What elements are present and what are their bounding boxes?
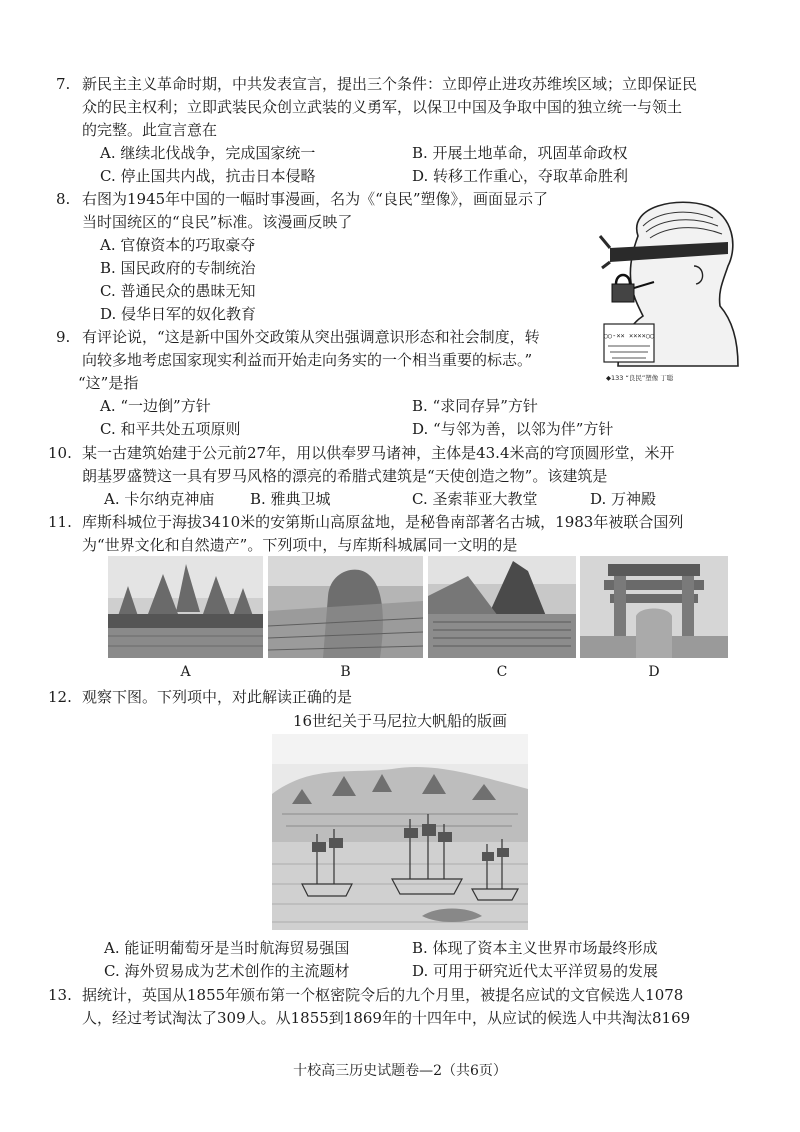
q9-option-c: C. 和平共处五项原则 [100, 420, 241, 438]
q9-stem-line: “这”是指 [78, 374, 139, 392]
option-c-machu-picchu-photo [428, 556, 576, 658]
option-b-label: B [340, 664, 351, 680]
q12-option-c: C. 海外贸易成为艺术创作的主流题材 [104, 962, 350, 980]
q7-stem-line: 新民主主义革命时期，中共发表宣言，提出三个条件：立即停止进攻苏维埃区域；立即保证民 [82, 75, 698, 93]
q9-stem-line: 向较多地考虑国家现实利益而开始走向务实的一个相当重要的标志。” [82, 351, 533, 369]
q8-option-d: D. 侵华日军的奴化教育 [100, 305, 257, 323]
q11-number: 11. [48, 513, 72, 531]
q7-number: 7. [56, 75, 71, 93]
cartoon-chart-text: ○○-×× ××××○○ [603, 332, 655, 340]
q7-stem-line: 众的民主权利；立即武装民众创立武装的义勇军，以保卫中国及争取中国的独立统一与领土 [82, 98, 683, 116]
q12-option-a: A. 能证明葡萄牙是当时航海贸易强国 [104, 939, 350, 957]
q13-number: 13. [48, 986, 72, 1004]
q7-option-d: D. 转移工作重心，夺取革命胜利 [412, 167, 629, 185]
q11-stem-line: 为“世界文化和自然遗产”。下列项中，与库斯科城属同一文明的是 [82, 536, 518, 554]
option-b-ruins-photo [268, 556, 423, 658]
q9-option-b: B. “求同存异”方针 [412, 397, 538, 415]
q11-stem-line: 库斯科城位于海拔3410米的安第斯山高原盆地，是秘鲁南部著名古城，1983年被联合国列 [82, 513, 684, 531]
liangmin-statue-cartoon [598, 196, 748, 386]
q7-stem-line: 的完整。此宣言意在 [82, 121, 218, 139]
q8-stem-line: 右图为1945年中国的一幅时事漫画，名为《“良民”塑像》，画面显示了 [82, 190, 549, 208]
q9-number: 9. [56, 328, 71, 346]
q8-option-b: B. 国民政府的专制统治 [100, 259, 256, 277]
q7-option-b: B. 开展土地革命，巩固革命政权 [412, 144, 628, 162]
q10-stem-line: 某一古建筑始建于公元前27年，用以供奉罗马诸神，主体是43.4米高的穹顶圆形堂，米开 [82, 444, 675, 462]
manila-galleon-engraving [272, 734, 528, 930]
q10-stem [82, 442, 742, 488]
q10-option-d: D. 万神殿 [590, 490, 657, 508]
q10-number: 10. [48, 444, 72, 462]
option-a-label: A [180, 664, 191, 680]
q9-option-d: D. “与邻为善，以邻为伴”方针 [412, 420, 614, 438]
q9-option-a: A. “一边倒”方针 [100, 397, 211, 415]
q12-option-b: B. 体现了资本主义世界市场最终形成 [412, 939, 658, 957]
q8-option-a: A. 官僚资本的巧取豪夺 [100, 236, 256, 254]
q8-stem-line: 当时国统区的“良民”标准。该漫画反映了 [82, 213, 353, 231]
q13-stem-line: 据统计，英国从1855年颁布第一个枢密院令后的九个月里，被提名应试的文官候选人1078 [82, 986, 684, 1004]
option-c-label: C [496, 664, 508, 680]
q8-number: 8. [56, 190, 71, 208]
q10-stem-line: 朗基罗盛赞这一具有罗马风格的漂亮的希腊式建筑是“天使创造之物”。该建筑是 [82, 467, 608, 485]
q13-stem [82, 984, 742, 1030]
q7-option-c: C. 停止国共内战，抗击日本侵略 [100, 167, 316, 185]
q12-number: 12. [48, 688, 72, 706]
q9-stem [82, 326, 602, 372]
q12-stem [82, 686, 742, 709]
option-a-temple-photo [108, 556, 263, 658]
q12-stem-line: 观察下图。下列项中，对此解读正确的是 [82, 688, 353, 706]
q7-option-a: A. 继续北伐战争，完成国家统一 [100, 144, 316, 162]
q11-stem [82, 511, 742, 557]
page-footer: 十校高三历史试题卷—2（共6页） [293, 1063, 507, 1079]
q8-option-c: C. 普通民众的愚昧无知 [100, 282, 256, 300]
q12-option-d: D. 可用于研究近代太平洋贸易的发展 [412, 962, 659, 980]
q12-figure-title: 16世纪关于马尼拉大帆船的版画 [292, 712, 508, 730]
q10-option-b: B. 雅典卫城 [250, 490, 331, 508]
q10-option-a: A. 卡尔纳克神庙 [104, 490, 215, 508]
q8-stem [82, 188, 602, 234]
cartoon-caption: ◆133 “良民”塑像 丁聪 [606, 374, 674, 382]
option-d-stupa-gate-photo [580, 556, 728, 658]
q7-stem [82, 73, 742, 142]
q13-stem-line: 人，经过考试淘汰了309人。从1855到1869年的十四年中，从应试的候选人中共淘汰8169 [82, 1009, 691, 1027]
q10-option-c: C. 圣索菲亚大教堂 [412, 490, 538, 508]
q9-stem-line: 有评论说，“这是新中国外交政策从突出强调意识形态和社会制度，转 [82, 328, 540, 346]
option-d-label: D [648, 664, 660, 680]
